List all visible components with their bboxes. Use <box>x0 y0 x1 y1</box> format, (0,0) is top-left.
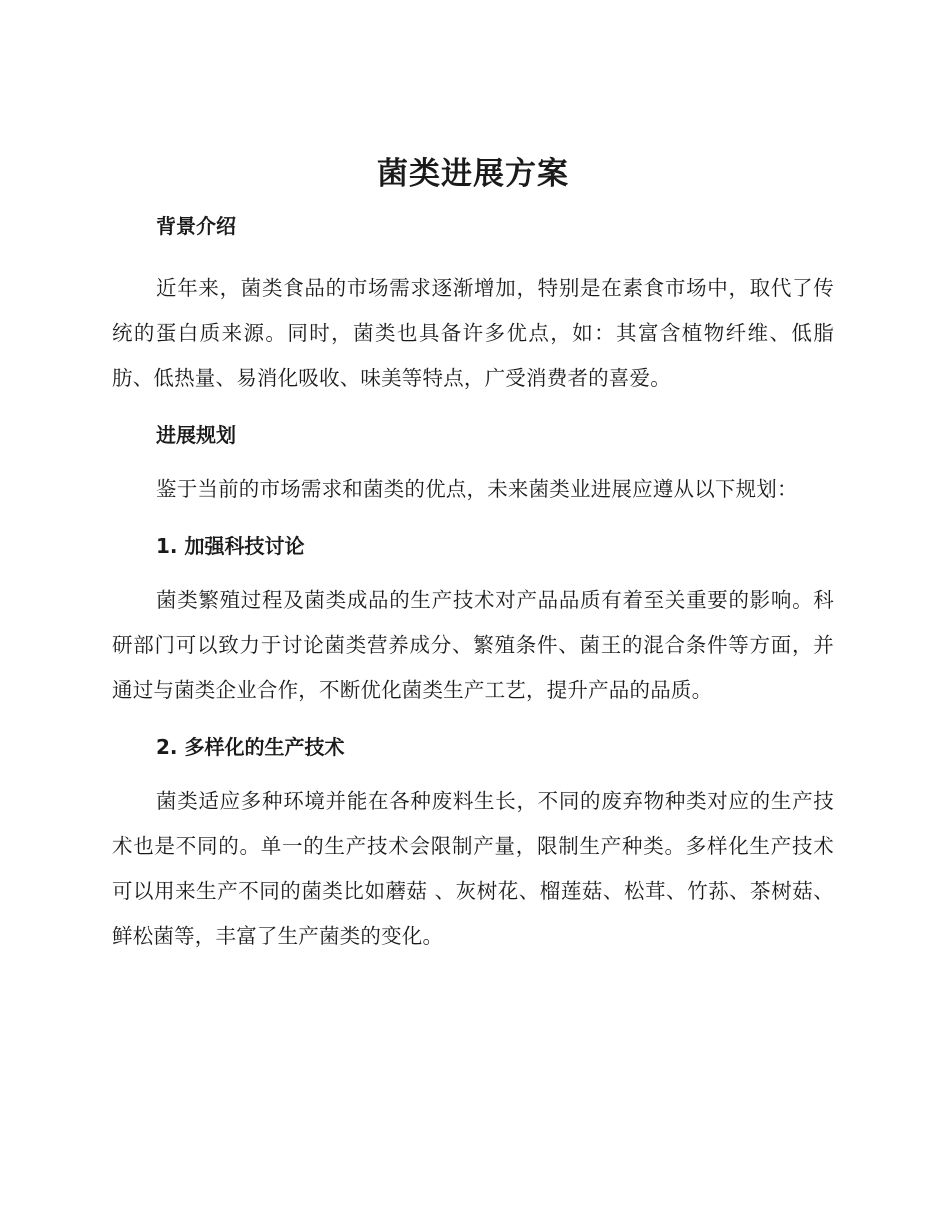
paragraph-background: 近年来，菌类食品的市场需求逐渐增加，特别是在素食市场中，取代了传统的蛋白质来源。同时，菌类也具备许多优点，如：其富含植物纤维、低脂肪、低热量、易消化吸收、味美等特点，广受消费者的喜爱。 <box>112 276 834 390</box>
paragraph-tech-research: 菌类繁殖过程及菌类成品的生产技术对产品品质有着至关重要的影响。科研部门可以致力于讨论菌类营养成分、繁殖条件、菌王的混合条件等方面，并通过与菌类企业合作，不断优化菌类生产工艺，提升产品的品质。 <box>112 588 834 702</box>
section-heading-background: 背景介绍 <box>156 214 236 238</box>
paragraph-plan: 鉴于当前的市场需求和菌类的优点，未来菌类业进展应遵从以下规划： <box>156 477 798 501</box>
paragraph-diversified-production: 菌类适应多种环境并能在各种废料生长，不同的废弃物种类对应的生产技术也是不同的。单一的生产技术会限制产量，限制生产种类。多样化生产技术可以用来生产不同的菌类比如蘑菇 、灰树花、榴莲菇、松茸、竹荪、茶树菇、鲜松菌等，丰富了生产菌类的变化。 <box>112 789 834 948</box>
section-heading-diversified-production: 2. 多样化的生产技术 <box>156 735 345 759</box>
document-body <box>112 150 834 959</box>
section-heading-plan: 进展规划 <box>156 423 236 447</box>
section-heading-tech-research: 1. 加强科技讨论 <box>156 534 305 558</box>
document-title: 菌类进展方案 <box>377 156 569 192</box>
